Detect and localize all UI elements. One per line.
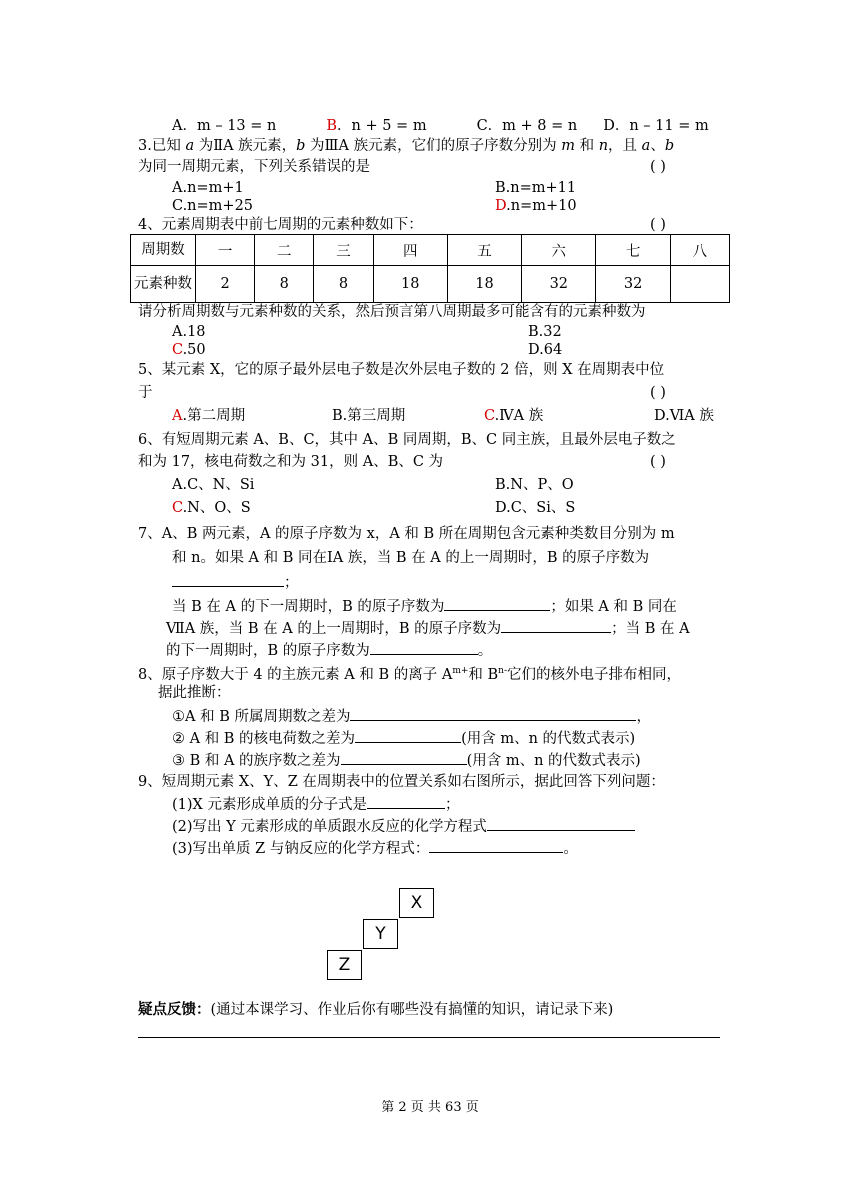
answer-blank[interactable] <box>341 750 467 765</box>
feedback-text: (通过本课学习、作业后你有哪些没有搞懂的知识，请记录下来) <box>210 1002 614 1018</box>
q4-option-b: B.32 <box>528 324 562 340</box>
element-count-table <box>130 234 730 303</box>
table-cell: 五 <box>447 235 521 266</box>
table-row-counts <box>131 266 730 303</box>
q6-answer-paren: ( ) <box>650 454 666 470</box>
q9-text: (2)写出 Y 元素形成的单质跟水反应的化学方程式 <box>172 819 487 835</box>
table-cell <box>670 266 729 303</box>
q9-text: (3)写出单质 Z 与钠反应的化学方程式： <box>172 841 430 857</box>
q3-text: 为ⅡA 族元素， <box>194 138 297 154</box>
q7-line4 <box>172 596 677 617</box>
q7-line1: 7、A、B 两元素，A 的原子序数为 x，A 和 B 所在周期包含元素种类数目分别为 m <box>138 526 675 542</box>
q4-question: 请分析周期数与元素种数的关系，然后预言第八周期最多可能含有的元素种数为 <box>138 304 646 320</box>
q7-line3 <box>172 572 299 593</box>
q5-option-b: B.第三周期 <box>332 408 406 424</box>
element-box-z: Z <box>327 950 362 980</box>
q8-text: (用含 m、n 的代数式表示) <box>461 731 636 747</box>
q3-option-a: A.n=m+1 <box>172 180 244 196</box>
table-cell: 七 <box>596 235 670 266</box>
q4-option-c-text: .50 <box>182 342 206 358</box>
q3-stem <box>138 136 674 156</box>
q5-option-c <box>484 406 543 426</box>
feedback-line <box>138 1037 720 1038</box>
q5-option-c-letter: C <box>484 408 495 424</box>
q6-option-b: B.N、P、O <box>495 477 574 493</box>
q2-option-b-letter: B <box>326 118 338 134</box>
var-n: n <box>598 138 609 154</box>
answer-blank[interactable] <box>501 618 611 633</box>
q5-answer-paren: ( ) <box>650 385 666 401</box>
table-cell: 18 <box>373 266 447 303</box>
table-row-periods <box>131 235 730 266</box>
q8-text: (用含 m、n 的代数式表示) <box>466 753 641 769</box>
q4-answer-paren: ( ) <box>650 217 666 233</box>
q6-stem: 6、有短周期元素 A、B、C，其中 A、B 同周期，B、C 同主族，且最外层电子数之 <box>138 432 676 448</box>
element-box-x: X <box>399 888 434 918</box>
table-cell: 2 <box>196 266 255 303</box>
q3-option-c: C.n=m+25 <box>172 198 254 214</box>
q8-text: ①A 和 B 所属周期数之差为 <box>172 709 351 725</box>
q5-option-a-letter: A <box>172 408 183 424</box>
q6-option-d: D.C、Si、S <box>495 500 576 516</box>
q3-text: 、 <box>650 138 665 154</box>
q3-text: ，且 <box>608 138 642 154</box>
q6-option-c-text: .N、O、S <box>182 500 251 516</box>
q5-option-a-text: .第二周期 <box>182 408 246 424</box>
var-m: m <box>561 138 575 154</box>
q8-text: 和 B <box>468 666 499 683</box>
q3-text: 3.已知 <box>138 138 186 154</box>
table-cell: 8 <box>255 266 314 303</box>
answer-blank[interactable] <box>355 728 461 743</box>
q2-options <box>172 116 709 136</box>
q3-answer-paren: ( ) <box>650 159 666 175</box>
q5-option-c-text: .ⅣA 族 <box>494 408 544 424</box>
q3-text: 和 <box>574 138 599 154</box>
q2-option-a: A．m – 13 = n <box>172 118 277 134</box>
q7-line6 <box>166 640 492 661</box>
q2-option-d: D．n – 11 = m <box>603 118 709 134</box>
q6-option-c <box>172 498 251 518</box>
q4-option-a: A.18 <box>172 324 206 340</box>
table-cell: 一 <box>196 235 255 266</box>
table-cell: 18 <box>447 266 521 303</box>
table-cell: 三 <box>314 235 373 266</box>
q7-text: ； <box>284 575 299 591</box>
var-a: a <box>185 138 195 154</box>
q2-option-b: ．n + 5 = m <box>337 118 427 134</box>
q2-option-c: C．m + 8 = n <box>476 118 578 134</box>
q9-text: 。 <box>563 841 578 857</box>
table-header-period: 周期数 <box>131 235 196 266</box>
var-a: a <box>641 138 651 154</box>
q5-stem-line2: 于 <box>138 385 153 401</box>
q7-text: ；当 B 在 A <box>611 621 690 637</box>
element-box-y: Y <box>363 919 398 949</box>
q9-line1: 9、短周期元素 X、Y、Z 在周期表中的位置关系如右图所示，据此回答下列问题： <box>138 774 665 790</box>
q7-text: ⅦA 族，当 B 在 A 的上一周期时，B 的原子序数为 <box>166 621 502 637</box>
answer-blank[interactable] <box>367 794 445 809</box>
q5-option-d: D.ⅥA 族 <box>654 408 714 424</box>
q4-option-c <box>172 340 206 360</box>
answer-blank[interactable] <box>350 706 636 721</box>
feedback-section <box>138 1000 613 1020</box>
page-footer: 第 2 页 共 63 页 <box>381 1100 479 1115</box>
q3-option-b: B.n=m+11 <box>495 180 577 196</box>
table-cell: 八 <box>670 235 729 266</box>
q7-text: 。 <box>477 643 493 659</box>
table-cell: 四 <box>373 235 447 266</box>
table-cell: 32 <box>522 266 596 303</box>
q8-item1 <box>172 706 651 727</box>
q4-option-c-letter: C <box>172 342 183 358</box>
q7-line5 <box>166 618 690 639</box>
q9-item2 <box>172 816 635 837</box>
q5-stem: 5、某元素 X，它的原子最外层电子数是次外层电子数的 2 倍，则 X 在周期表中位 <box>138 362 665 378</box>
q3-option-d-text: .n=m+10 <box>506 198 577 214</box>
answer-blank[interactable] <box>487 816 635 831</box>
q8-text: 8、原子序数大于 4 的主族元素 A 和 B 的离子 A <box>138 666 453 683</box>
q6-stem-line2: 和为 17，核电荷数之和为 31，则 A、B、C 为 <box>138 454 444 470</box>
q9-text: ； <box>444 797 460 813</box>
q8-text: ③ B 和 A 的族序数之差为 <box>172 753 341 769</box>
answer-blank[interactable] <box>172 572 284 587</box>
q8-item2 <box>172 728 635 749</box>
q4-stem: 4、元素周期表中前七周期的元素种数如下： <box>138 217 423 233</box>
q3-option-d <box>495 196 577 216</box>
q3-option-d-letter: D <box>495 198 507 214</box>
q8-item3 <box>172 750 641 771</box>
ion-charge-b: n- <box>498 666 507 676</box>
q8-text: 它们的核外电子排布相同， <box>507 666 681 683</box>
answer-blank[interactable] <box>444 596 550 611</box>
table-cell: 8 <box>314 266 373 303</box>
var-b: b <box>296 138 306 154</box>
q9-item3 <box>172 838 578 859</box>
q6-option-a: A.C、N、Si <box>172 477 255 493</box>
var-b: b <box>664 138 675 154</box>
q3-stem-line2: 为同一周期元素，下列关系错误的是 <box>138 159 370 175</box>
q7-text: 当 B 在 A 的下一周期时，B 的原子序数为 <box>172 599 445 615</box>
q8-text: ， <box>636 709 651 725</box>
table-cell: 二 <box>255 235 314 266</box>
q8-line2: 据此推断： <box>158 685 231 701</box>
q8-line1 <box>138 661 681 685</box>
q7-text: 的下一周期时，B 的原子序数为 <box>166 643 370 659</box>
feedback-label: 疑点反馈： <box>138 1001 211 1018</box>
table-header-count: 元素种数 <box>131 266 196 303</box>
q4-option-d: D.64 <box>528 342 563 358</box>
q9-item1 <box>172 794 459 815</box>
ion-charge-a: m+ <box>452 666 469 676</box>
q7-text: ；如果 A 和 B 同在 <box>550 599 677 615</box>
answer-blank[interactable] <box>370 640 478 655</box>
table-cell: 六 <box>522 235 596 266</box>
answer-blank[interactable] <box>429 838 563 853</box>
q7-line2: 和 n。如果 A 和 B 同在ⅠA 族，当 B 在 A 的上一周期时，B 的原子序数为 <box>172 550 650 566</box>
q8-text: ② A 和 B 的核电荷数之差为 <box>172 731 356 747</box>
q3-text: 为ⅢA 族元素，它们的原子序数分别为 <box>305 138 562 154</box>
q9-text: (1)X 元素形成单质的分子式是 <box>172 797 367 813</box>
q5-option-a <box>172 406 245 426</box>
table-cell: 32 <box>596 266 670 303</box>
q6-option-c-letter: C <box>172 500 183 516</box>
